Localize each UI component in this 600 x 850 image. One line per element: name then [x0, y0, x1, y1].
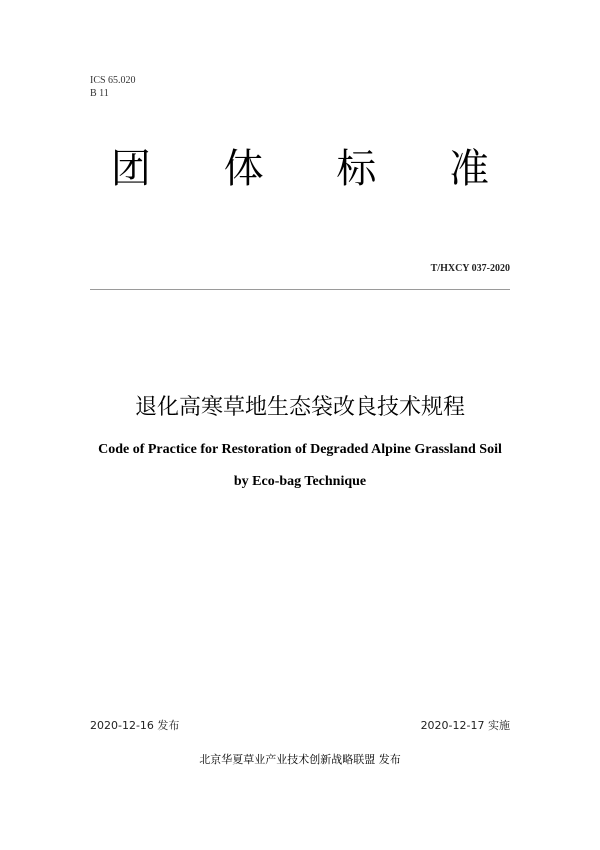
document-title-en-line1: Code of Practice for Restoration of Degraded Alpine Grassland Soil: [98, 442, 502, 457]
classification-codes: [90, 74, 136, 100]
header-divider: [90, 289, 510, 290]
implementation-date: 2020-12-17 实施: [420, 719, 510, 732]
release-date: 2020-12-16 发布: [90, 719, 180, 732]
standard-type-heading: 团 体 标 准: [110, 146, 520, 192]
standard-number: T/HXCY 037-2020: [430, 263, 510, 274]
document-title-en-line2: by Eco-bag Technique: [233, 474, 367, 489]
ccs-code: B 11: [90, 88, 109, 99]
ics-code: ICS 65.020: [90, 75, 136, 86]
publisher-line: 北京华夏草业产业技术创新战略联盟 发布: [199, 753, 401, 766]
document-title-zh: 退化高寒草地生态袋改良技术规程: [134, 395, 465, 420]
